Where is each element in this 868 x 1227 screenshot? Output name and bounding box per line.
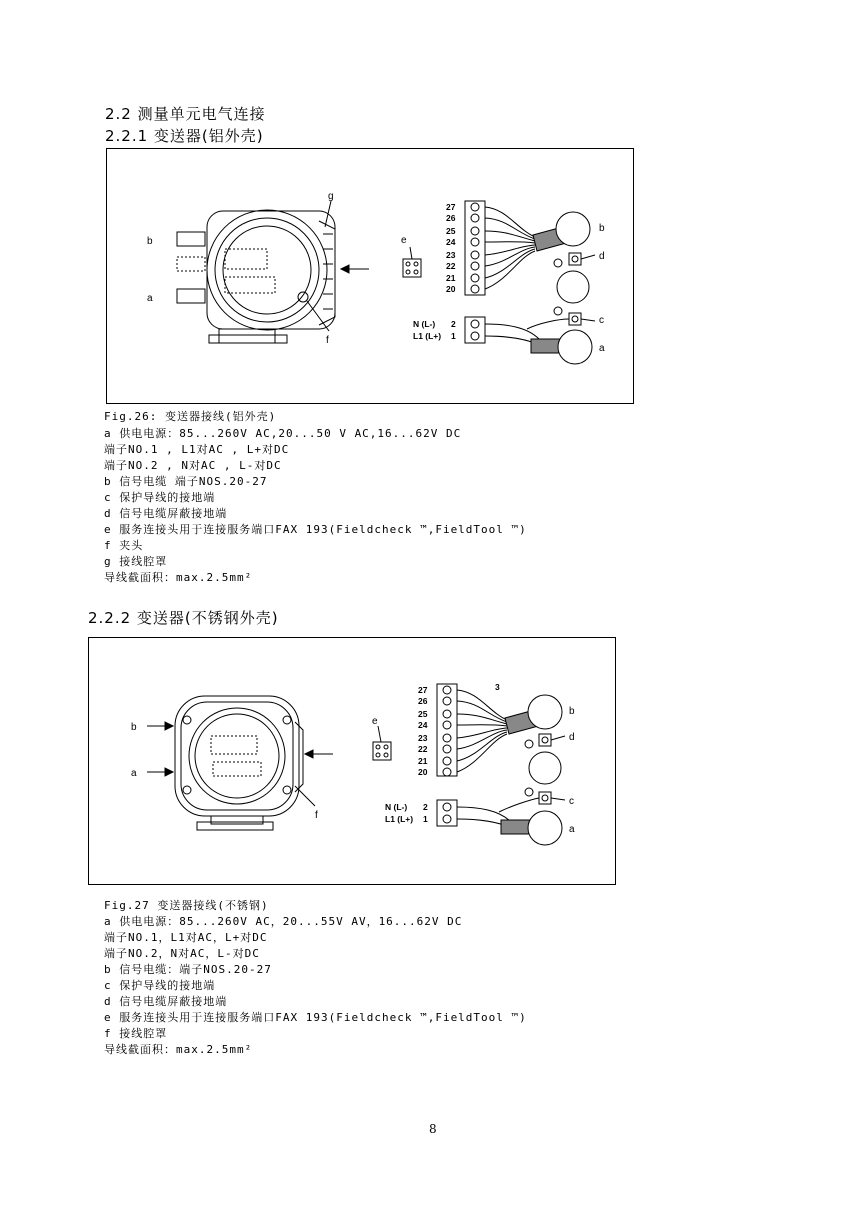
- terminal-21: 21: [418, 756, 428, 766]
- terminal-strip-signal: [437, 684, 457, 776]
- label-c: c: [599, 315, 604, 326]
- figure-27-frame: [88, 637, 616, 885]
- figure-26-diagram: [107, 149, 633, 403]
- label-a: a: [131, 768, 137, 779]
- terminal-1: 1: [451, 331, 456, 341]
- gland-b: [177, 232, 205, 246]
- section-heading-2-2: 2.2 测量单元电气连接: [105, 105, 266, 123]
- terminal-2: 2: [451, 319, 456, 329]
- fig26-line-6: e 服务连接头用于连接服务端口FAX 193(Fieldcheck ™,FieldTool ™): [104, 523, 527, 536]
- label-b-right: b: [569, 706, 575, 717]
- label-g: g: [328, 191, 334, 202]
- label-d: d: [599, 251, 605, 262]
- page-number: 8: [429, 1122, 437, 1136]
- keypad-window: [213, 762, 261, 776]
- terminal-27: 27: [446, 202, 456, 212]
- label-a-right: a: [569, 824, 575, 835]
- fig26-line-9: 导线截面积：max.2.5mm²: [104, 571, 253, 584]
- section-heading-2-2-2: 2.2.2 变送器(不锈钢外壳): [88, 609, 279, 627]
- terminal-strip-power: [465, 317, 485, 343]
- label-a: a: [147, 293, 153, 304]
- section-heading-2-2-1: 2.2.1 变送器(铝外壳): [105, 127, 264, 145]
- terminal-strip-power: [437, 800, 457, 826]
- terminal-26: 26: [446, 213, 456, 223]
- display-window: [211, 736, 257, 754]
- terminal-1: 1: [423, 814, 428, 824]
- feedthrough-blank: [529, 752, 561, 784]
- power-label-l1: L1 (L+): [413, 331, 442, 341]
- terminal-25: 25: [446, 226, 456, 236]
- housing-ring-outer: [207, 210, 327, 330]
- terminal-strip-signal: [465, 201, 485, 295]
- terminal-20: 20: [418, 767, 428, 777]
- label-c: c: [569, 796, 574, 807]
- terminal-24: 24: [446, 237, 456, 247]
- fig26-line-8: g 接线腔罩: [104, 555, 168, 568]
- fig27-line-6: e 服务连接头用于连接服务端口FAX 193(Fieldcheck ™,FieldTool ™): [104, 1011, 527, 1024]
- terminal-22: 22: [418, 744, 428, 754]
- terminal-24: 24: [418, 720, 428, 730]
- fig26-line-2: 端子NO.2 , N对AC , L-对DC: [104, 459, 282, 472]
- terminal-screws: [471, 203, 479, 340]
- fig26-line-3: b 信号电缆 端子NOS.20-27: [104, 475, 268, 488]
- fig26-line-5: d 信号电缆屏蔽接地端: [104, 507, 228, 520]
- figure-27-caption: Fig.27 变送器接线(不锈钢): [104, 899, 269, 912]
- label-b: b: [147, 236, 153, 247]
- mounting-foot: [219, 329, 275, 343]
- power-label-l1: L1 (L+): [385, 814, 414, 824]
- fig27-line-3: b 信号电缆：端子NOS.20-27: [104, 963, 272, 976]
- feedthrough-blank: [557, 271, 589, 303]
- label-e: e: [401, 235, 407, 246]
- mounting-foot: [197, 822, 273, 830]
- fig26-line-1: 端子NO.1 , L1对AC , L+对DC: [104, 443, 290, 456]
- fig26-line-0: a 供电电源：85...260V AC,20...50 V AC,16...62V DC: [104, 427, 462, 440]
- label-b: b: [131, 722, 137, 733]
- fig27-line-0: a 供电电源：85...260V AC，20...55V AV，16...62V DC: [104, 915, 463, 928]
- fig26-line-7: f 夹头: [104, 539, 144, 552]
- fig27-line-4: c 保护导线的接地端: [104, 979, 216, 992]
- figure-27-diagram: [89, 638, 615, 884]
- fig27-line-5: d 信号电缆屏蔽接地端: [104, 995, 228, 1008]
- keypad-window: [225, 277, 275, 293]
- label-f: f: [315, 810, 318, 821]
- fig26-line-4: c 保护导线的接地端: [104, 491, 216, 504]
- display-window: [225, 249, 267, 269]
- label-num-3: 3: [495, 682, 500, 692]
- terminal-20: 20: [446, 284, 456, 294]
- fig27-line-7: f 接线腔罩: [104, 1027, 168, 1040]
- terminal-26: 26: [418, 696, 428, 706]
- label-d: d: [569, 732, 575, 743]
- figure-26-frame: [106, 148, 634, 404]
- housing-body: [207, 211, 335, 329]
- fig27-line-1: 端子NO.1，L1对AC，L+对DC: [104, 931, 268, 944]
- terminal-2: 2: [423, 802, 428, 812]
- terminal-27: 27: [418, 685, 428, 695]
- terminal-21: 21: [446, 273, 456, 283]
- label-f: f: [326, 335, 329, 346]
- terminal-screws: [443, 686, 451, 823]
- terminal-23: 23: [418, 733, 428, 743]
- terminal-25: 25: [418, 709, 428, 719]
- power-label-n: N (L-): [385, 802, 408, 812]
- terminal-22: 22: [446, 261, 456, 271]
- housing-window-ring: [189, 708, 285, 804]
- service-connector-e: [373, 742, 391, 760]
- label-a-right: a: [599, 343, 605, 354]
- fig27-line-8: 导线截面积：max.2.5mm²: [104, 1043, 253, 1056]
- gland-a: [177, 289, 205, 303]
- figure-26-caption: Fig.26: 变送器接线(铝外壳): [104, 410, 277, 423]
- label-b-right: b: [599, 223, 605, 234]
- power-label-n: N (L-): [413, 319, 436, 329]
- service-connector-e: [403, 259, 421, 277]
- label-e: e: [372, 716, 378, 727]
- fig27-line-2: 端子NO.2，N对AC，L-对DC: [104, 947, 260, 960]
- terminal-23: 23: [446, 250, 456, 260]
